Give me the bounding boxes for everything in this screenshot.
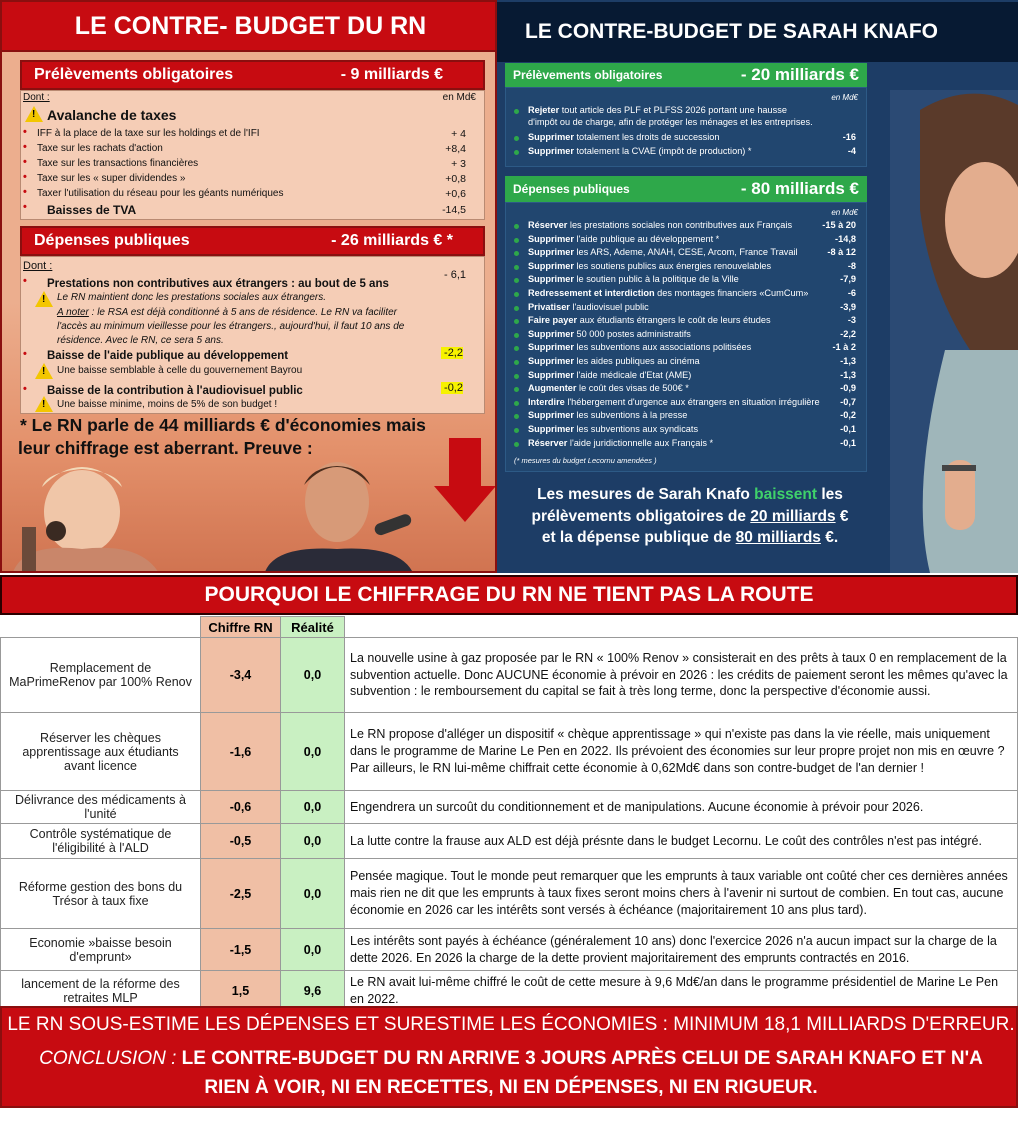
real-value: 0,0	[281, 638, 345, 713]
row-label: Réforme gestion des bons du Trésor à taux fixe	[1, 859, 201, 929]
tax-item: Taxe sur les rachats d'action	[37, 143, 163, 154]
knafo-concl-text: et la dépense publique de	[541, 529, 736, 547]
knafo-verb: Supprimer	[528, 356, 574, 366]
audio-label: Baisse de la contribution à l'audiovisuel public	[47, 385, 303, 397]
knafo-value: -3,9	[840, 301, 856, 312]
knafo-verb: Rejeter	[528, 105, 560, 115]
tax-value: +8,4	[445, 143, 466, 155]
row-explanation: La nouvelle usine à gaz proposée par le RN « 100% Renov » consisterait en des prêts à taux 0 en remplacement de la subvention actuelle. Donc AUCUNE économie à prévoir en 2026 : les crédits de paiement seront les mêmes qu'avec la subvention : le remboursement du capital se fait à très long terme, donc la perspective d'économie aussi.	[345, 638, 1018, 713]
knafo-verb: Supprimer	[528, 342, 574, 353]
knafo-verb: Supprimer	[528, 132, 574, 142]
bullet-icon	[514, 319, 519, 324]
audio-note: Une baisse minime, moins de 5% de son budget !	[57, 399, 278, 410]
knafo-value: -8 à 12	[827, 247, 856, 258]
knafo-measure	[528, 438, 713, 448]
knafo-prelevements-label: Prélèvements obligatoires	[513, 68, 663, 82]
knafo-verb: Réserver	[528, 437, 568, 448]
knafo-verb: Supprimer	[528, 146, 574, 156]
knafo-concl-highlight: 20 milliards	[750, 507, 836, 525]
rn-depenses-bar	[20, 226, 485, 256]
knafo-budget-panel	[497, 0, 1018, 573]
knafo-value: -1,3	[840, 369, 856, 380]
politicians-photo	[2, 457, 434, 573]
knafo-verb: Redressement et interdiction	[528, 288, 655, 298]
knafo-verb: Augmenter	[528, 383, 577, 394]
col-rn-header: Chiffre RN	[201, 617, 281, 638]
table-row	[1, 791, 1018, 824]
knafo-verb: Supprimer	[528, 328, 574, 339]
bullet-icon	[514, 251, 519, 256]
knafo-text: aux étudiants étrangers le coût de leurs études	[577, 315, 771, 326]
warning-icon: !	[35, 363, 53, 379]
bullet-icon	[514, 292, 519, 297]
knafo-measure	[528, 288, 808, 298]
conclusion-text: LE CONTRE-BUDGET DU RN ARRIVE 3 JOURS APRÈS CELUI DE SARAH KNAFO ET N'A RIEN À VOIR, NI EN RECETTES, NI EN DÉPENSES, NI EN RIGUEUR.	[181, 1048, 983, 1099]
knafo-conclusion	[505, 484, 875, 549]
knafo-value: -1 à 2	[832, 342, 856, 353]
knafo-text: l'hébergement d'urgence aux étrangers en situation irrégulière	[564, 396, 820, 407]
knafo-concl-highlight: baissent	[754, 486, 818, 503]
sarah-knafo-photo	[890, 90, 1018, 573]
knafo-measure	[528, 383, 689, 393]
rn-claim-line: leur chiffrage est aberrant. Preuve :	[18, 438, 313, 459]
bullet-icon	[514, 428, 519, 433]
bullet-icon	[514, 442, 519, 447]
knafo-value: -15 à 20	[822, 220, 856, 230]
knafo-panel-title: LE CONTRE-BUDGET DE SARAH KNAFO	[497, 2, 1018, 62]
knafo-verb: Supprimer	[528, 369, 574, 380]
knafo-text: le coût des visas de 500€ *	[576, 383, 689, 394]
knafo-prelevements-amount: - 20 milliards €	[740, 65, 859, 84]
knafo-depenses-bar	[505, 176, 867, 202]
bullet-icon	[514, 414, 519, 419]
knafo-concl-text: €	[835, 507, 849, 525]
knafo-text: le soutien public à la politique de la Ville	[573, 274, 739, 285]
table-row	[1, 859, 1018, 929]
knafo-measure	[528, 410, 687, 420]
prest-note: Le RN maintient donc les prestations sociales aux étrangers.	[57, 292, 327, 303]
rn-panel-title: LE CONTRE- BUDGET DU RN	[2, 2, 497, 52]
knafo-measure	[528, 247, 798, 257]
row-label: Réserver les chèques apprentissage aux étudiants avant licence	[1, 713, 201, 791]
knafo-concl-text: prélèvements obligatoires de	[531, 507, 751, 525]
tax-value: + 3	[451, 158, 466, 170]
knafo-text: les soutiens publics aux énergies renouvelables	[573, 260, 772, 271]
knafo-concl-highlight: 80 milliards	[735, 529, 821, 547]
knafo-measure	[528, 329, 691, 339]
empty-header	[345, 617, 1018, 638]
rn-budget-panel	[0, 0, 497, 573]
prest-note: résidence. Avec le RN, ce sera 5 ans.	[57, 335, 224, 346]
knafo-verb: Réserver	[528, 220, 568, 230]
knafo-value: -6	[847, 288, 856, 298]
knafo-value: -0,9	[840, 383, 856, 394]
knafo-text: l'aide juridictionnelle aux Français *	[567, 437, 714, 448]
real-value: 0,0	[281, 929, 345, 971]
knafo-concl-text: €.	[820, 529, 839, 547]
footer-line1: LE RN SOUS-ESTIME LES DÉPENSES ET SURESTIME LES ÉCONOMIES : MINIMUM 18,1 MILLIARDS D'ERREUR.	[7, 1014, 1015, 1035]
unit-label: en Md€	[831, 93, 858, 102]
knafo-verb: Supprimer	[528, 247, 574, 258]
row-explanation: Les intérêts sont payés à échéance (généralement 10 ans) donc l'exercice 2026 n'a aucun impact sur la charge de la dette 2026. En 2026 la charge de la dette provient majoritairement des emprunts contractés en 2016.	[345, 929, 1018, 971]
bullet-icon	[514, 360, 519, 365]
tax-item: Taxe sur les « super dividendes »	[37, 173, 186, 184]
row-explanation: Le RN propose d'alléger un dispositif « chèque apprentissage » qui n'existe pas dans la vie réelle, mais uniquement dans le programme de Marine Le Pen en 2022. Ils prévoient des économies sur leur propre projet non mis en œuvre ? Par ailleurs, le RN lui-même chiffrait cette économie à 0,62Md€ dans son contre-budget de l'an dernier !	[345, 713, 1018, 791]
prest-note: l'accès au minimum vieillesse pour les étrangers., aujourd'hui, il faut 10 ans de	[57, 321, 405, 332]
knafo-verb: Supprimer	[528, 410, 574, 421]
row-label: Economie »baisse besoin d'emprunt»	[1, 929, 201, 971]
comparison-table	[0, 616, 1018, 1011]
tax-item: Taxe sur les transactions financières	[37, 158, 199, 169]
table-row	[1, 971, 1018, 1011]
knafo-verb: Supprimer	[528, 233, 574, 244]
row-label: Contrôle systématique de l'éligibilité à l'ALD	[1, 824, 201, 859]
knafo-verb: Supprimer	[528, 424, 574, 434]
aide-note: Une baisse semblable à celle du gouvernement Bayrou	[57, 365, 303, 376]
rn-value: -3,4	[201, 638, 281, 713]
avalanche-heading: Avalanche de taxes	[47, 107, 177, 123]
knafo-value: -7,9	[840, 274, 856, 285]
col-real-header: Réalité	[281, 617, 345, 638]
bullet-icon	[514, 333, 519, 338]
knafo-text: totalement la CVAE (impôt de production) *	[573, 146, 752, 156]
prest-note: A noter	[57, 307, 89, 318]
real-value: 0,0	[281, 791, 345, 824]
knafo-verb: Supprimer	[528, 274, 574, 285]
rn-depenses-box: Dont : - 6,1 • Prestations non contributives aux étrangers : au bout de 5 ans ! Le RN maintient donc les prestations sociales aux étrangers. A noter : le RSA est déjà conditionné à 5 ans de résidence. Le RN va faciliter l'accès au minimum vieillesse pour les étrangers., aujourd'hui, il faut 10 ans de résidence. Avec le RN, ce sera 5 ans. • Baisse de l'aide publique au développement -2,2 ! Une baisse semblable à celle du gouvernement Bayrou • Baisse de la contribution à l'audiovisuel public -0,2 ! Une baisse minime, moins de 5% de son budget !	[20, 256, 485, 414]
warning-icon: !	[35, 396, 53, 412]
tva-value: -14,5	[442, 204, 466, 216]
bullet-icon	[514, 374, 519, 379]
rn-depenses-label: Dépenses publiques	[34, 232, 190, 249]
knafo-value: -16	[842, 132, 856, 142]
bullet-icon	[514, 278, 519, 283]
rn-value: -1,5	[201, 929, 281, 971]
table-row	[1, 713, 1018, 791]
knafo-value: -2,2	[840, 328, 856, 339]
knafo-measure	[528, 342, 751, 352]
tax-item: Taxer l'utilisation du réseau pour les géants numériques	[37, 188, 284, 199]
knafo-text: d'impôt ou de charge, afin de protéger les ménages et les entreprises.	[528, 117, 813, 127]
knafo-measure	[528, 424, 698, 434]
tax-item: IFF à la place de la taxe sur les holdings et de l'IFI	[37, 128, 260, 139]
rn-prelevements-bar	[20, 60, 485, 90]
conclusion-footer	[0, 1006, 1018, 1108]
bullet-icon	[514, 224, 519, 229]
rn-claim-line: * Le RN parle de 44 milliards € d'économies mais	[20, 415, 426, 435]
conclusion-label: CONCLUSION :	[39, 1048, 182, 1069]
row-explanation: Le RN avait lui-même chiffré le coût de cette mesure à 9,6 Md€/an dans le programme présidentiel de Marine Le Pen en 2022.	[345, 971, 1018, 1011]
bullet-icon	[514, 238, 519, 243]
rn-prelevements-amount: - 9 milliards €	[340, 66, 443, 83]
knafo-text: l'audiovisuel public	[569, 301, 649, 312]
knafo-text: les subventions aux associations politisées	[573, 342, 752, 353]
knafo-value: -1,3	[840, 356, 856, 366]
knafo-footnote: (* mesures du budget Lecornu amendées )	[514, 456, 657, 465]
knafo-measure	[528, 356, 700, 366]
row-label: lancement de la réforme des retraites MLP	[1, 971, 201, 1011]
knafo-text: les subventions à la presse	[573, 410, 688, 421]
rn-depenses-amount: - 26 milliards € *	[331, 232, 453, 249]
rn-value: -0,5	[201, 824, 281, 859]
knafo-concl-text: les	[817, 486, 843, 503]
real-value: 0,0	[281, 713, 345, 791]
tax-value: +0,6	[445, 188, 466, 200]
knafo-text: l'aide publique au développement *	[573, 233, 720, 244]
dont-label: Dont :	[23, 92, 50, 103]
real-value: 9,6	[281, 971, 345, 1011]
row-explanation: Pensée magique. Tout le monde peut remarquer que les emprunts à taux variable ont coûté cher ces dernières années mais rien ne dit que les emprunts à taux fixes seront moins chers à l'avenir ni surtout de combien. En tout cas, aucune économie en 2026 car les intérêts sont versés à échéance (majoritairement 10 ans plus tard).	[345, 859, 1018, 929]
warning-icon: !	[35, 291, 53, 307]
empty-header	[1, 617, 201, 638]
aide-label: Baisse de l'aide publique au développement	[47, 350, 289, 362]
table-row	[1, 824, 1018, 859]
table-row	[1, 638, 1018, 713]
down-arrow-icon	[434, 438, 496, 524]
prest-value: - 6,1	[443, 269, 466, 281]
rn-prelevements-label: Prélèvements obligatoires	[34, 66, 234, 83]
knafo-measure	[528, 315, 771, 325]
rn-prelevements-box: Dont : en Md€ ! Avalanche de taxes • IFF à la place de la taxe sur les holdings et de l'IFI + 4 • Taxe sur les rachats d'action +8,4 • Taxe sur les transactions financières + 3 • Taxe sur les « super dividendes » +0,8 • Taxer l'utilisation du réseau pour les géants numériques +0,6 • Baisses de TVA -14,5	[20, 90, 485, 220]
unit-label: en Md€	[442, 92, 476, 103]
knafo-measure	[528, 302, 649, 312]
knafo-depenses-label: Dépenses publiques	[513, 182, 630, 196]
rn-value: -1,6	[201, 713, 281, 791]
knafo-depenses-box	[505, 202, 867, 472]
knafo-text: totalement les droits de succession	[573, 132, 720, 142]
knafo-text: des montages financiers «CumCum»	[654, 288, 809, 298]
knafo-measure	[528, 370, 691, 380]
knafo-measure	[528, 220, 792, 230]
knafo-text: les ARS, Ademe, ANAH, CESE, Arcom, France Travail	[573, 247, 798, 258]
knafo-depenses-amount: - 80 milliards €	[740, 179, 859, 198]
knafo-verb: Supprimer	[528, 260, 574, 271]
knafo-value: -4	[847, 146, 856, 156]
bullet-icon	[514, 387, 519, 392]
bullet-icon	[514, 306, 519, 311]
prest-label: Prestations non contributives aux étrangers : au bout de 5 ans	[47, 278, 389, 290]
bullet-icon	[514, 265, 519, 270]
knafo-measure	[528, 397, 820, 407]
tax-value: + 4	[451, 128, 466, 140]
tva-label: Baisses de TVA	[47, 203, 137, 217]
knafo-measure	[528, 234, 719, 244]
audio-value: -0,2	[441, 382, 463, 394]
rn-claim	[20, 414, 426, 460]
warning-icon: !	[25, 106, 43, 122]
real-value: 0,0	[281, 859, 345, 929]
row-explanation: Engendrera un surcoût du conditionnement et de manipulations. Aucune économie à prévoir pour 2026.	[345, 791, 1018, 824]
row-explanation: La lutte contre la frause aux ALD est déjà présnte dans le budget Lecornu. Le coût des contrôles n'est pas intégré.	[345, 824, 1018, 859]
knafo-text: 50 000 postes administratifs	[573, 328, 691, 339]
knafo-value: -14,8	[835, 233, 856, 244]
prest-note: : le RSA est déjà conditionné à 5 ans de résidence. Le RN va faciliter	[88, 307, 398, 318]
knafo-prelevements-bar	[505, 63, 867, 87]
knafo-measure	[528, 274, 739, 284]
knafo-value: -3	[847, 315, 856, 326]
knafo-verb: Privatiser	[528, 301, 570, 312]
knafo-text: l'aide médicale d'Etat (AME)	[573, 369, 692, 380]
unit-label: en Md€	[831, 208, 858, 217]
dont-label: Dont :	[23, 260, 53, 272]
knafo-measure	[528, 261, 771, 271]
knafo-prelevements-box	[505, 87, 867, 167]
rn-value: -0,6	[201, 791, 281, 824]
real-value: 0,0	[281, 824, 345, 859]
knafo-verb: Faire payer	[528, 315, 578, 326]
rn-value: -2,5	[201, 859, 281, 929]
knafo-value: -0,1	[840, 437, 856, 448]
footer-line2	[16, 1044, 1006, 1103]
rn-value: 1,5	[201, 971, 281, 1011]
knafo-text: tout article des PLF et PLFSS 2026 portant une hausse	[559, 105, 787, 115]
knafo-value: -0,7	[840, 396, 856, 407]
knafo-text: les subventions aux syndicats	[573, 424, 699, 434]
tax-value: +0,8	[445, 173, 466, 185]
bullet-icon	[514, 346, 519, 351]
knafo-value: -0,1	[840, 424, 856, 434]
table-row	[1, 929, 1018, 971]
knafo-value: -8	[847, 260, 856, 271]
row-label: Délivrance des médicaments à l'unité	[1, 791, 201, 824]
knafo-text: les prestations sociales non contributives aux Français	[567, 220, 793, 230]
knafo-verb: Interdire	[528, 396, 565, 407]
table-title: POURQUOI LE CHIFFRAGE DU RN NE TIENT PAS LA ROUTE	[0, 575, 1018, 615]
knafo-text: les aides publiques au cinéma	[573, 356, 700, 366]
row-label: Remplacement de MaPrimeRenov par 100% Renov	[1, 638, 201, 713]
aide-value: -2,2	[441, 347, 463, 359]
bullet-icon	[514, 401, 519, 406]
knafo-value: -0,2	[840, 410, 856, 421]
knafo-concl-text: Les mesures de Sarah Knafo	[537, 486, 755, 503]
